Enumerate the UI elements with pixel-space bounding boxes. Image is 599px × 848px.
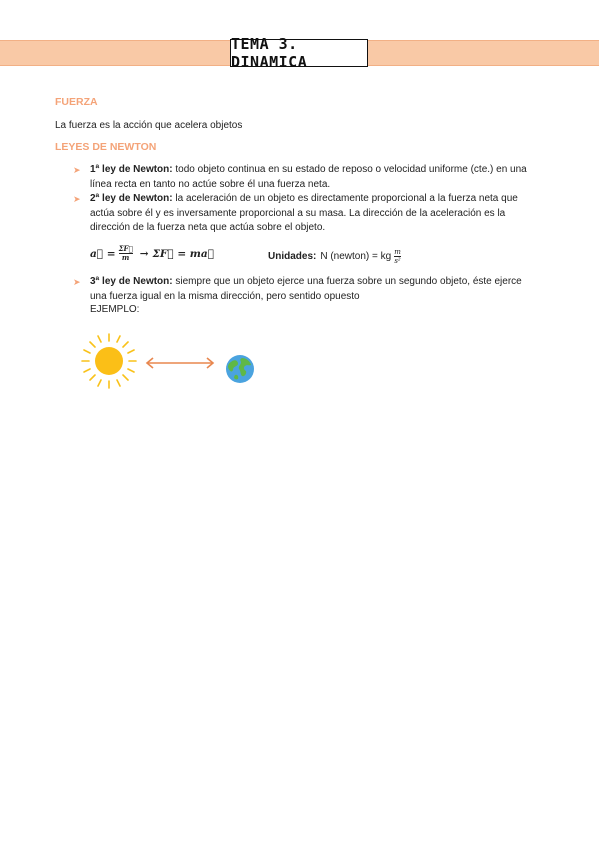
- formula-fraction: [119, 245, 133, 262]
- fuerza-definition: La fuerza es la acción que acelera objetos: [55, 120, 243, 131]
- formula-rhs: ΣF⃗ = ma⃗: [152, 247, 215, 260]
- units-frac-den: s²: [394, 257, 401, 265]
- ley-3-text: siempre que un objeto ejerce una fuerza sobre un segundo objeto, éste ejerce una fuerza igual en la misma dirección, pero sentido opuesto: [90, 276, 522, 302]
- units-text: N (newton) = kg: [320, 251, 392, 262]
- ley-1-text: todo objeto continua en su estado de reposo o velocidad uniforme (cte.) en una línea recta en tanto no actúe sobre él una fuerza neta.: [90, 164, 527, 190]
- sun-icon: [80, 332, 138, 390]
- example-label: EJEMPLO:: [90, 304, 140, 315]
- list-item-ley-3: [90, 275, 540, 304]
- section-heading-leyes: LEYES DE NEWTON: [55, 141, 157, 153]
- list-item-ley-2: [90, 192, 540, 236]
- double-arrow-icon: [144, 356, 216, 370]
- earth-icon: [225, 354, 255, 384]
- ley-3-label: 3ª ley de Newton:: [90, 276, 173, 287]
- units-frac-num: m: [394, 248, 401, 256]
- formula-frac-den: m: [121, 253, 130, 262]
- units-label: Unidades:: [268, 251, 317, 262]
- newton-formula: [90, 245, 214, 262]
- bullet-arrow-icon: ➤: [73, 165, 81, 175]
- ley-1-label: 1ª ley de Newton:: [90, 164, 173, 175]
- page-title: TEMA 3. DINAMICA: [231, 35, 308, 71]
- units-fraction: [394, 248, 401, 265]
- formula-frac-num: ΣF⃗: [118, 244, 133, 253]
- ley-2-text: la aceleración de un objeto es directamente proporcional a la fuerza neta que actúa sobre él y es inversamente proporcional a su masa. La dirección de la aceleración es la dirección de la fuerza neta que actúa sobre el objeto.: [90, 193, 518, 233]
- title-box: [230, 35, 368, 71]
- list-item-ley-1: [90, 163, 540, 192]
- bullet-arrow-icon: ➤: [73, 277, 81, 287]
- bullet-arrow-icon: ➤: [73, 194, 81, 204]
- ley-2-label: 2ª ley de Newton:: [90, 193, 173, 204]
- section-heading-fuerza: FUERZA: [55, 96, 98, 108]
- units-line: [268, 248, 404, 265]
- formula-arrow: →: [139, 247, 149, 260]
- formula-lhs: a⃗ =: [90, 247, 116, 260]
